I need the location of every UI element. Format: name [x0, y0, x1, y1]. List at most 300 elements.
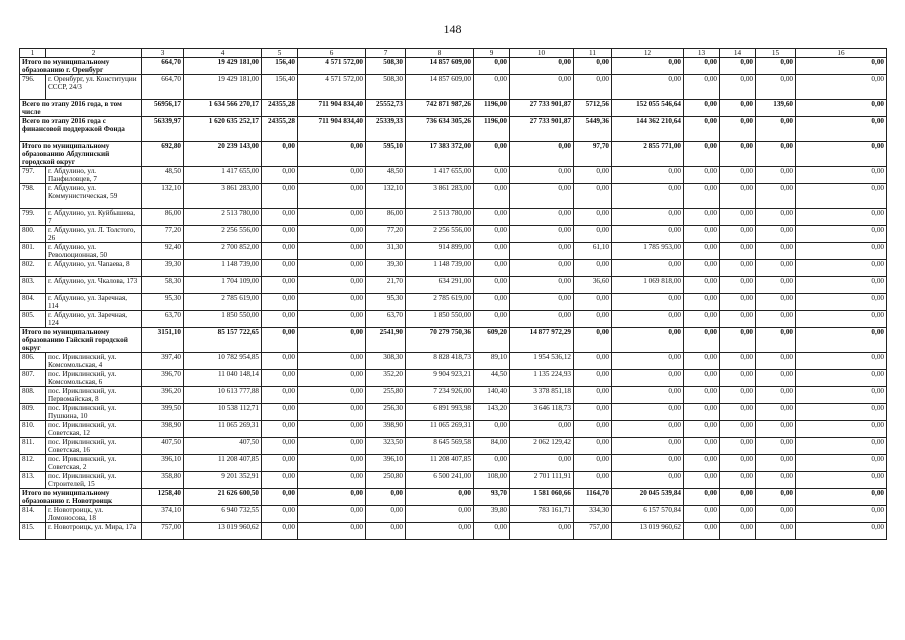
value-cell: 3151,10	[142, 328, 184, 353]
value-cell: 0,00	[720, 353, 756, 370]
column-number-cell: 15	[756, 49, 796, 58]
value-cell: 0,00	[720, 75, 756, 100]
value-cell: 63,70	[142, 311, 184, 328]
value-cell: 0,00	[510, 167, 574, 184]
value-cell: 11 040 148,14	[184, 370, 262, 387]
table-row	[20, 277, 887, 294]
value-cell: 396,10	[366, 455, 406, 472]
value-cell: 0,00	[298, 472, 366, 489]
value-cell: 0,00	[720, 294, 756, 311]
value-cell: 0,00	[612, 226, 684, 243]
value-cell: 11 065 269,31	[406, 421, 474, 438]
row-address: пос. Ириклинский, ул. Советская, 2	[46, 455, 142, 472]
value-cell: 8 645 569,58	[406, 438, 474, 455]
value-cell: 0,00	[406, 506, 474, 523]
value-cell: 1258,40	[142, 489, 184, 506]
row-address: г. Абдулино, ул. Заречная, 124	[46, 311, 142, 328]
value-cell: 0,00	[574, 404, 612, 421]
value-cell: 0,00	[298, 387, 366, 404]
value-cell: 0,00	[796, 260, 887, 277]
value-cell: 783 161,71	[510, 506, 574, 523]
value-cell: 3 861 283,00	[184, 184, 262, 209]
row-number: 805.	[20, 311, 46, 328]
value-cell: 1 581 060,66	[510, 489, 574, 506]
value-cell: 39,30	[366, 260, 406, 277]
value-cell: 85 157 722,65	[184, 328, 262, 353]
row-address: г. Абдулино, ул. Заречная, 114	[46, 294, 142, 311]
value-cell: 0,00	[612, 328, 684, 353]
value-cell: 1196,00	[474, 100, 510, 117]
value-cell: 256,30	[366, 404, 406, 421]
table-row	[20, 370, 887, 387]
value-cell: 757,00	[142, 523, 184, 540]
row-address: пос. Ириклинский, ул. Советская, 16	[46, 438, 142, 455]
table-row	[20, 404, 887, 421]
value-cell: 0,00	[298, 311, 366, 328]
value-cell: 6 157 570,84	[612, 506, 684, 523]
table-body	[20, 49, 887, 540]
value-cell: 0,00	[756, 489, 796, 506]
row-number: 811.	[20, 438, 46, 455]
value-cell: 0,00	[510, 75, 574, 100]
value-cell: 1 417 655,00	[184, 167, 262, 184]
value-cell: 97,70	[574, 142, 612, 167]
value-cell: 0,00	[720, 100, 756, 117]
row-label: Итого по муниципальному образованию Абдулинский городской округ	[20, 142, 142, 167]
value-cell: 0,00	[720, 506, 756, 523]
row-number: 804.	[20, 294, 46, 311]
value-cell: 0,00	[574, 226, 612, 243]
row-address: пос. Ириклинский, ул. Комсомольская, 6	[46, 370, 142, 387]
row-address: г. Абдулино, ул. Л. Толстого, 26	[46, 226, 142, 243]
value-cell: 9 201 352,91	[184, 472, 262, 489]
value-cell: 36,60	[574, 277, 612, 294]
value-cell: 0,00	[262, 226, 298, 243]
value-cell: 2 513 780,00	[406, 209, 474, 226]
value-cell: 0,00	[720, 311, 756, 328]
table-row	[20, 294, 887, 311]
value-cell: 3 646 118,73	[510, 404, 574, 421]
value-cell: 0,00	[262, 167, 298, 184]
value-cell: 0,00	[262, 421, 298, 438]
value-cell: 0,00	[262, 311, 298, 328]
row-number: 798.	[20, 184, 46, 209]
value-cell: 0,00	[796, 294, 887, 311]
value-cell: 0,00	[796, 404, 887, 421]
value-cell: 0,00	[298, 226, 366, 243]
value-cell: 0,00	[574, 455, 612, 472]
value-cell: 0,00	[510, 311, 574, 328]
value-cell: 1164,70	[574, 489, 612, 506]
value-cell: 0,00	[684, 294, 720, 311]
value-cell: 0,00	[612, 209, 684, 226]
value-cell: 0,00	[756, 311, 796, 328]
value-cell: 352,20	[366, 370, 406, 387]
value-cell: 0,00	[720, 387, 756, 404]
value-cell: 21,70	[366, 277, 406, 294]
value-cell: 0,00	[298, 167, 366, 184]
value-cell: 2 256 556,00	[406, 226, 474, 243]
value-cell: 0,00	[720, 404, 756, 421]
value-cell: 1 135 224,93	[510, 370, 574, 387]
value-cell: 0,00	[720, 455, 756, 472]
value-cell: 0,00	[262, 294, 298, 311]
table-row	[20, 243, 887, 260]
row-address: г. Абдулино, ул. Коммунистическая, 59	[46, 184, 142, 209]
value-cell: 1 620 635 252,17	[184, 117, 262, 142]
value-cell: 0,00	[720, 277, 756, 294]
row-number: 797.	[20, 167, 46, 184]
value-cell: 0,00	[796, 58, 887, 75]
value-cell: 508,30	[366, 75, 406, 100]
value-cell: 0,00	[756, 387, 796, 404]
value-cell: 0,00	[684, 243, 720, 260]
value-cell: 0,00	[510, 58, 574, 75]
value-cell: 374,10	[142, 506, 184, 523]
value-cell: 108,00	[474, 472, 510, 489]
value-cell: 0,00	[612, 370, 684, 387]
total-row	[20, 117, 887, 142]
value-cell: 0,00	[366, 523, 406, 540]
value-cell: 0,00	[756, 353, 796, 370]
value-cell: 0,00	[298, 294, 366, 311]
row-address: пос. Ириклинский, ул. Первомайская, 8	[46, 387, 142, 404]
value-cell: 0,00	[684, 489, 720, 506]
value-cell: 0,00	[796, 472, 887, 489]
value-cell: 0,00	[756, 294, 796, 311]
column-number-cell: 4	[184, 49, 262, 58]
value-cell: 664,70	[142, 58, 184, 75]
value-cell: 0,00	[796, 243, 887, 260]
value-cell: 0,00	[756, 167, 796, 184]
value-cell: 0,00	[612, 404, 684, 421]
value-cell: 692,80	[142, 142, 184, 167]
row-number: 806.	[20, 353, 46, 370]
value-cell: 0,00	[574, 421, 612, 438]
value-cell: 0,00	[684, 328, 720, 353]
value-cell: 0,00	[612, 311, 684, 328]
row-address: г. Оренбург, ул. Конституции СССР, 24/3	[46, 75, 142, 100]
value-cell: 0,00	[796, 506, 887, 523]
value-cell: 0,00	[474, 455, 510, 472]
value-cell: 0,00	[406, 523, 474, 540]
column-number-cell: 7	[366, 49, 406, 58]
value-cell: 0,00	[262, 506, 298, 523]
value-cell: 0,00	[684, 167, 720, 184]
value-cell: 0,00	[684, 370, 720, 387]
value-cell: 2 513 780,00	[184, 209, 262, 226]
value-cell: 0,00	[510, 523, 574, 540]
value-cell: 0,00	[684, 421, 720, 438]
value-cell: 0,00	[796, 421, 887, 438]
row-number: 800.	[20, 226, 46, 243]
value-cell: 92,40	[142, 243, 184, 260]
value-cell: 0,00	[262, 523, 298, 540]
value-cell: 156,40	[262, 75, 298, 100]
value-cell: 14 857 609,00	[406, 75, 474, 100]
value-cell: 86,00	[366, 209, 406, 226]
value-cell: 0,00	[474, 260, 510, 277]
value-cell: 0,00	[510, 421, 574, 438]
row-address: г. Новотроицк, ул. Ломоносова, 18	[46, 506, 142, 523]
column-number-cell: 5	[262, 49, 298, 58]
value-cell: 0,00	[262, 260, 298, 277]
value-cell: 0,00	[510, 455, 574, 472]
value-cell: 396,10	[142, 455, 184, 472]
row-label: Всего по этапу 2016 года, в том числе	[20, 100, 142, 117]
value-cell: 0,00	[510, 294, 574, 311]
total-row	[20, 328, 887, 353]
value-cell: 358,80	[142, 472, 184, 489]
value-cell: 0,00	[796, 370, 887, 387]
value-cell: 0,00	[262, 209, 298, 226]
value-cell: 664,70	[142, 75, 184, 100]
value-cell: 20 239 143,00	[184, 142, 262, 167]
value-cell: 0,00	[474, 421, 510, 438]
row-address: пос. Ириклинский, ул. Комсомольская, 4	[46, 353, 142, 370]
value-cell: 6 891 993,98	[406, 404, 474, 421]
value-cell: 0,00	[720, 260, 756, 277]
value-cell: 0,00	[262, 455, 298, 472]
value-cell: 0,00	[510, 184, 574, 209]
page-number: 148	[443, 22, 462, 36]
row-label: Итого по муниципальному образованию Гайский городской округ	[20, 328, 142, 353]
value-cell: 0,00	[796, 277, 887, 294]
value-cell: 0,00	[796, 387, 887, 404]
value-cell: 0,00	[574, 370, 612, 387]
value-cell: 0,00	[574, 353, 612, 370]
value-cell: 14 857 609,00	[406, 58, 474, 75]
value-cell: 0,00	[366, 506, 406, 523]
value-cell: 61,10	[574, 243, 612, 260]
value-cell: 0,00	[756, 226, 796, 243]
value-cell: 13 019 960,62	[184, 523, 262, 540]
value-cell: 11 208 407,85	[406, 455, 474, 472]
value-cell: 0,00	[756, 472, 796, 489]
value-cell: 0,00	[720, 184, 756, 209]
value-cell: 11 065 269,31	[184, 421, 262, 438]
value-cell: 1 704 109,00	[184, 277, 262, 294]
value-cell: 0,00	[474, 58, 510, 75]
value-cell: 0,00	[406, 489, 474, 506]
value-cell: 6 500 241,00	[406, 472, 474, 489]
value-cell: 0,00	[684, 523, 720, 540]
value-cell: 24355,28	[262, 117, 298, 142]
value-cell: 8 828 418,73	[406, 353, 474, 370]
value-cell: 0,00	[796, 117, 887, 142]
value-cell: 56339,97	[142, 117, 184, 142]
value-cell: 0,00	[298, 489, 366, 506]
value-cell: 89,10	[474, 353, 510, 370]
value-cell: 70 279 750,36	[406, 328, 474, 353]
value-cell: 132,10	[366, 184, 406, 209]
row-number: 803.	[20, 277, 46, 294]
report-table	[19, 48, 887, 540]
value-cell: 0,00	[796, 455, 887, 472]
value-cell: 0,00	[298, 209, 366, 226]
value-cell: 0,00	[612, 421, 684, 438]
value-cell: 0,00	[796, 438, 887, 455]
value-cell: 0,00	[474, 167, 510, 184]
value-cell: 24355,28	[262, 100, 298, 117]
row-label: Итого по муниципальному образованию г. Новотроицк	[20, 489, 142, 506]
value-cell: 250,80	[366, 472, 406, 489]
value-cell: 1 069 818,00	[612, 277, 684, 294]
value-cell: 39,80	[474, 506, 510, 523]
value-cell: 27 733 901,87	[510, 117, 574, 142]
value-cell: 0,00	[612, 387, 684, 404]
row-label: Всего по этапу 2016 года с финансовой поддержкой Фонда	[20, 117, 142, 142]
value-cell: 0,00	[298, 260, 366, 277]
value-cell: 93,70	[474, 489, 510, 506]
value-cell: 17 383 372,00	[406, 142, 474, 167]
value-cell: 0,00	[756, 58, 796, 75]
value-cell: 255,80	[366, 387, 406, 404]
value-cell: 0,00	[684, 226, 720, 243]
value-cell: 2 785 619,00	[184, 294, 262, 311]
value-cell: 0,00	[756, 243, 796, 260]
value-cell: 2 256 556,00	[184, 226, 262, 243]
value-cell: 0,00	[574, 58, 612, 75]
value-cell: 19 429 181,00	[184, 75, 262, 100]
value-cell: 0,00	[574, 75, 612, 100]
value-cell: 0,00	[574, 260, 612, 277]
row-number: 809.	[20, 404, 46, 421]
value-cell: 0,00	[262, 184, 298, 209]
value-cell: 1 148 739,00	[406, 260, 474, 277]
value-cell: 0,00	[684, 404, 720, 421]
value-cell: 0,00	[510, 243, 574, 260]
value-cell: 58,30	[142, 277, 184, 294]
column-number-cell: 3	[142, 49, 184, 58]
value-cell: 0,00	[684, 75, 720, 100]
value-cell: 0,00	[612, 184, 684, 209]
value-cell: 0,00	[298, 506, 366, 523]
value-cell: 0,00	[684, 353, 720, 370]
value-cell: 0,00	[756, 142, 796, 167]
row-address: г. Абдулино, ул. Революционная, 50	[46, 243, 142, 260]
value-cell: 0,00	[474, 75, 510, 100]
value-cell: 0,00	[474, 294, 510, 311]
value-cell: 4 571 572,00	[298, 75, 366, 100]
value-cell: 407,50	[142, 438, 184, 455]
value-cell: 0,00	[298, 328, 366, 353]
value-cell: 9 904 923,21	[406, 370, 474, 387]
value-cell: 0,00	[684, 311, 720, 328]
value-cell: 742 871 987,26	[406, 100, 474, 117]
table-row	[20, 184, 887, 209]
value-cell: 0,00	[796, 209, 887, 226]
value-cell: 0,00	[796, 142, 887, 167]
value-cell: 0,00	[720, 226, 756, 243]
value-cell: 1 785 953,00	[612, 243, 684, 260]
value-cell: 5712,56	[574, 100, 612, 117]
value-cell: 2 062 129,42	[510, 438, 574, 455]
column-number-cell: 10	[510, 49, 574, 58]
value-cell: 0,00	[574, 294, 612, 311]
value-cell: 0,00	[298, 353, 366, 370]
value-cell: 0,00	[366, 489, 406, 506]
value-cell: 10 613 777,88	[184, 387, 262, 404]
table-row	[20, 209, 887, 226]
value-cell: 0,00	[756, 404, 796, 421]
report-table-container	[19, 48, 886, 540]
value-cell: 25339,33	[366, 117, 406, 142]
value-cell: 0,00	[510, 277, 574, 294]
value-cell: 0,00	[298, 455, 366, 472]
value-cell: 0,00	[298, 184, 366, 209]
column-number-cell: 1	[20, 49, 46, 58]
value-cell: 1 850 550,00	[184, 311, 262, 328]
value-cell: 0,00	[262, 489, 298, 506]
value-cell: 86,00	[142, 209, 184, 226]
value-cell: 0,00	[262, 387, 298, 404]
value-cell: 0,00	[510, 209, 574, 226]
row-number: 799.	[20, 209, 46, 226]
row-address: г. Абдулино, ул. Чкалова, 173	[46, 277, 142, 294]
value-cell: 95,30	[366, 294, 406, 311]
value-cell: 144 362 210,64	[612, 117, 684, 142]
value-cell: 0,00	[612, 472, 684, 489]
value-cell: 2 700 852,00	[184, 243, 262, 260]
value-cell: 0,00	[756, 277, 796, 294]
value-cell: 0,00	[574, 167, 612, 184]
value-cell: 0,00	[684, 472, 720, 489]
value-cell: 21 626 600,50	[184, 489, 262, 506]
value-cell: 396,20	[142, 387, 184, 404]
value-cell: 0,00	[262, 472, 298, 489]
value-cell: 0,00	[720, 370, 756, 387]
value-cell: 0,00	[756, 260, 796, 277]
value-cell: 0,00	[720, 243, 756, 260]
column-number-cell: 6	[298, 49, 366, 58]
column-number-cell: 14	[720, 49, 756, 58]
column-number-cell: 16	[796, 49, 887, 58]
value-cell: 14 877 972,29	[510, 328, 574, 353]
value-cell: 0,00	[720, 328, 756, 353]
value-cell: 31,30	[366, 243, 406, 260]
value-cell: 0,00	[262, 353, 298, 370]
value-cell: 0,00	[474, 277, 510, 294]
value-cell: 2 701 111,91	[510, 472, 574, 489]
column-number-cell: 9	[474, 49, 510, 58]
value-cell: 0,00	[574, 438, 612, 455]
value-cell: 711 904 834,40	[298, 117, 366, 142]
value-cell: 2541,90	[366, 328, 406, 353]
value-cell: 0,00	[720, 58, 756, 75]
value-cell: 0,00	[756, 506, 796, 523]
value-cell: 0,00	[720, 472, 756, 489]
value-cell: 0,00	[684, 387, 720, 404]
value-cell: 0,00	[720, 489, 756, 506]
value-cell: 0,00	[756, 184, 796, 209]
value-cell: 399,50	[142, 404, 184, 421]
table-row	[20, 260, 887, 277]
row-address: г. Абдулино, ул. Панфиловцев, 7	[46, 167, 142, 184]
row-address: пос. Ириклинский, ул. Пушкина, 10	[46, 404, 142, 421]
value-cell: 0,00	[298, 421, 366, 438]
row-number: 812.	[20, 455, 46, 472]
value-cell: 308,30	[366, 353, 406, 370]
value-cell: 0,00	[756, 209, 796, 226]
table-row	[20, 438, 887, 455]
value-cell: 0,00	[796, 226, 887, 243]
column-number-cell: 13	[684, 49, 720, 58]
value-cell: 0,00	[756, 117, 796, 142]
value-cell: 0,00	[612, 260, 684, 277]
value-cell: 0,00	[720, 117, 756, 142]
row-address: г. Абдулино, ул. Куйбышева, 7	[46, 209, 142, 226]
